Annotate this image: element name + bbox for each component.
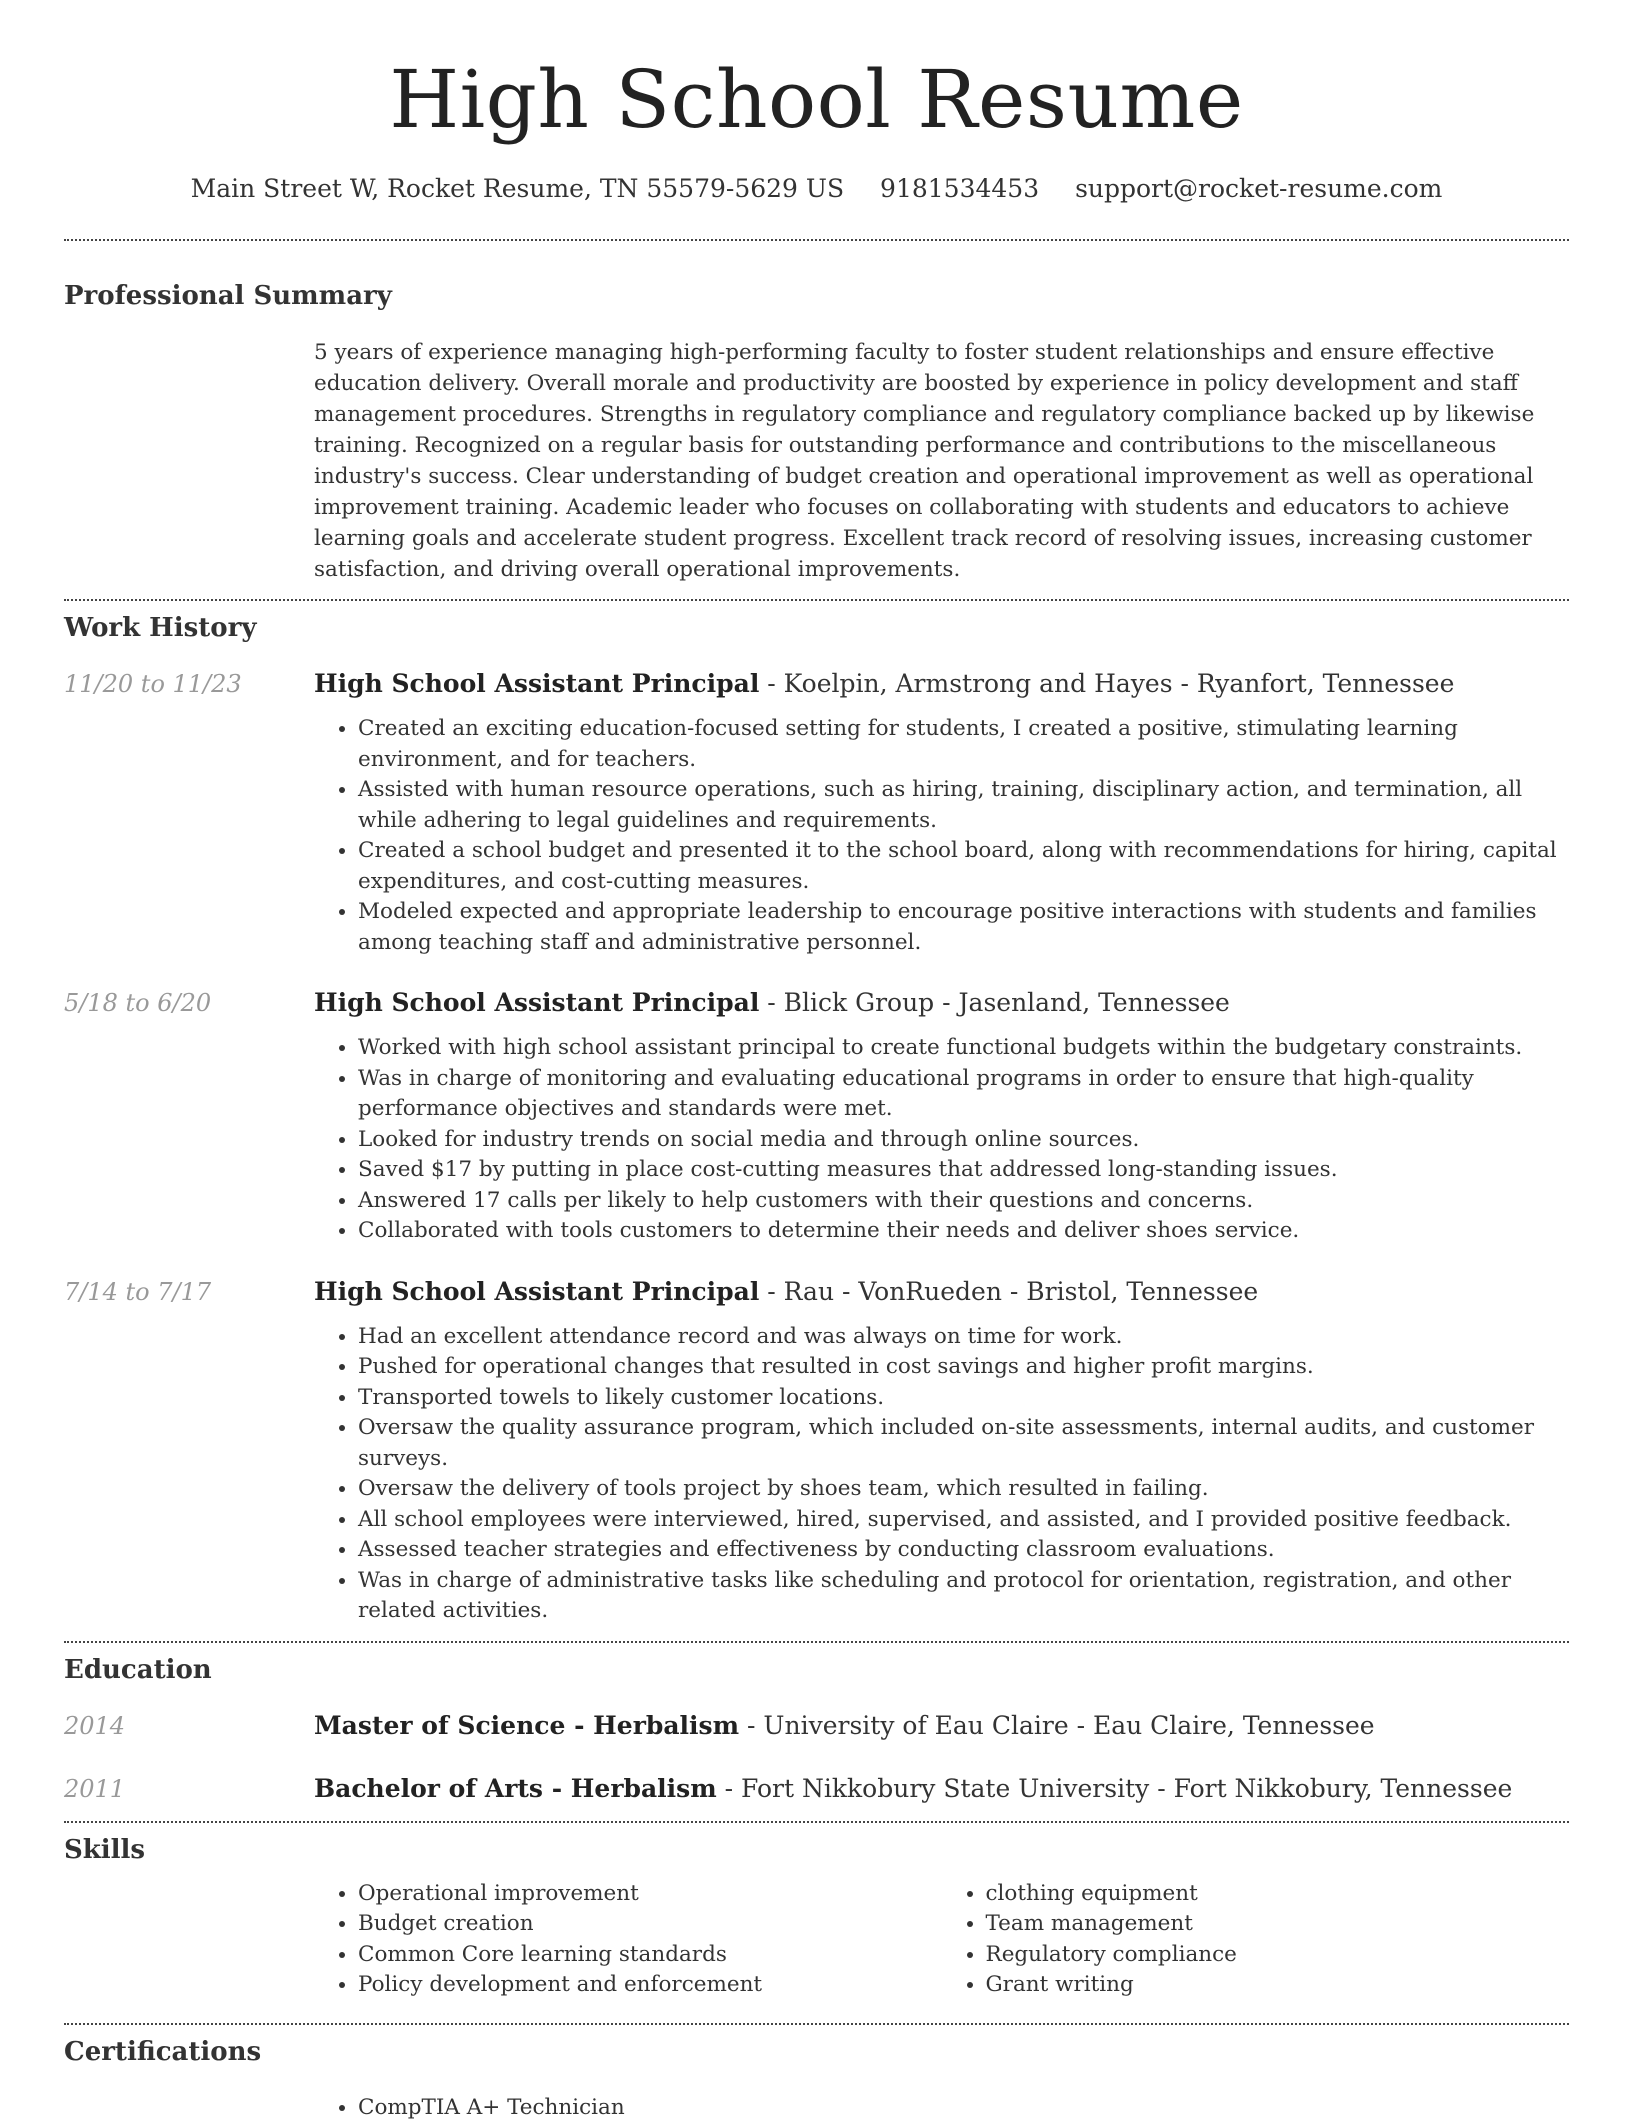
list-item: • All school employees were interviewed, hired, supervised, and assisted, and I provided positive feedback. xyxy=(358,1505,1569,1536)
education-degree: Master of Science - Herbalism xyxy=(314,1711,739,1740)
job-header xyxy=(64,1277,1569,1306)
contact-phone: 9181534453 xyxy=(880,174,1039,203)
section-heading-education: Education xyxy=(64,1655,1569,1685)
skills-list xyxy=(314,1879,1569,2001)
list-item: • Answered 17 calls per likely to help customers with their questions and concerns. xyxy=(358,1186,1569,1217)
list-item: • Was in charge of monitoring and evaluating educational programs in order to ensure that high-quality performance objectives and standards were met. xyxy=(358,1064,1569,1125)
list-item: • Created a school budget and presented it to the school board, along with recommendations for hiring, capital expenditures, and cost-cutting measures. xyxy=(358,836,1569,897)
list-item: • Team management xyxy=(986,1909,1570,1940)
list-item: • Modeled expected and appropriate leadership to encourage positive interactions with students and families among teaching staff and administrative personnel. xyxy=(358,897,1569,958)
list-item: • Assisted with human resource operations, such as hiring, training, disciplinary action, and termination, all while adhering to legal guidelines and requirements. xyxy=(358,775,1569,836)
list-item: • Common Core learning standards xyxy=(358,1940,942,1971)
contact-email: support@rocket-resume.com xyxy=(1075,174,1442,203)
job-dates: 11/20 to 11/23 xyxy=(64,670,314,698)
job-header xyxy=(64,988,1569,1017)
list-item: • Looked for industry trends on social media and through online sources. xyxy=(358,1125,1569,1156)
list-item: • Policy development and enforcement xyxy=(358,1970,942,2001)
job-entry xyxy=(64,988,1569,1247)
education-heading xyxy=(314,1711,1375,1740)
resume-title: High School Resume xyxy=(64,0,1569,140)
list-item: • Worked with high school assistant principal to create functional budgets within the budgetary constraints. xyxy=(358,1033,1569,1064)
certifications-list xyxy=(314,2093,1569,2123)
job-employer: - Koelpin, Armstrong and Hayes - Ryanfort, Tennessee xyxy=(759,669,1454,698)
education-degree: Bachelor of Arts - Herbalism xyxy=(314,1774,717,1803)
job-employer: - Blick Group - Jasenland, Tennessee xyxy=(759,988,1230,1017)
education-school: - Fort Nikkobury State University - Fort Nikkobury, Tennessee xyxy=(717,1774,1513,1803)
list-item: • Regulatory compliance xyxy=(986,1940,1570,1971)
divider xyxy=(64,1641,1569,1643)
list-item: • Budget creation xyxy=(358,1909,942,1940)
section-heading-summary: Professional Summary xyxy=(64,281,1569,311)
job-entry xyxy=(64,1277,1569,1627)
summary-text: 5 years of experience managing high-performing faculty to foster student relationships and ensure effective education delivery. Overall morale and productivity are boosted by experience in policy development and staff management procedures. Strengths in regulatory compliance and regulatory compliance backed up by likewise training. Recognized on a regular basis for outstanding performance and contributions to the miscellaneous industry's success. Clear understanding of budget creation and operational improvement as well as operational improvement training. Academic leader who focuses on collaborating with students and educators to achieve learning goals and accelerate student progress. Excellent track record of resolving issues, increasing customer satisfaction, and driving overall operational improvements. xyxy=(314,337,1569,585)
job-title: High School Assistant Principal xyxy=(314,988,759,1017)
list-item: • Collaborated with tools customers to determine their needs and deliver shoes service. xyxy=(358,1216,1569,1247)
list-item: • Assessed teacher strategies and effectiveness by conducting classroom evaluations. xyxy=(358,1535,1569,1566)
list-item: • Had an excellent attendance record and was always on time for work. xyxy=(358,1322,1569,1353)
education-heading xyxy=(314,1774,1512,1803)
section-heading-skills: Skills xyxy=(64,1835,1569,1865)
contact-address: Main Street W, Rocket Resume, TN 55579-5629 US xyxy=(191,174,844,203)
job-entry xyxy=(64,669,1569,958)
list-item: • Oversaw the delivery of tools project by shoes team, which resulted in failing. xyxy=(358,1474,1569,1505)
divider xyxy=(64,1821,1569,1823)
divider xyxy=(64,599,1569,601)
job-heading xyxy=(314,1277,1258,1306)
divider xyxy=(64,239,1569,241)
list-item: • Transported towels to likely customer locations. xyxy=(358,1383,1569,1414)
job-title: High School Assistant Principal xyxy=(314,1277,759,1306)
job-employer: - Rau - VonRueden - Bristol, Tennessee xyxy=(759,1277,1258,1306)
list-item: • Oversaw the quality assurance program, which included on-site assessments, internal audits, and customer surveys. xyxy=(358,1413,1569,1474)
skills-column-right xyxy=(942,1879,1570,2001)
list-item: • CompTIA A+ Technician xyxy=(358,2093,1569,2123)
contact-line xyxy=(64,174,1569,203)
list-item: • Pushed for operational changes that resulted in cost savings and higher profit margins. xyxy=(358,1352,1569,1383)
education-entry xyxy=(64,1774,1569,1803)
section-heading-certifications: Certifications xyxy=(64,2037,1569,2067)
list-item: • Saved $17 by putting in place cost-cutting measures that addressed long-standing issues. xyxy=(358,1155,1569,1186)
job-heading xyxy=(314,988,1230,1017)
section-heading-work: Work History xyxy=(64,613,1569,643)
job-title: High School Assistant Principal xyxy=(314,669,759,698)
resume-page xyxy=(64,0,1569,2123)
job-header xyxy=(64,669,1569,698)
job-bullets xyxy=(314,1033,1569,1247)
list-item: • Created an exciting education-focused setting for students, I created a positive, stimulating learning environment, and for teachers. xyxy=(358,714,1569,775)
job-bullets xyxy=(314,1322,1569,1627)
education-school: - University of Eau Claire - Eau Claire, Tennessee xyxy=(739,1711,1375,1740)
divider xyxy=(64,2023,1569,2025)
list-item: • Grant writing xyxy=(986,1970,1570,2001)
education-entry xyxy=(64,1711,1569,1740)
skills-column-left xyxy=(314,1879,942,2001)
list-item: • clothing equipment xyxy=(986,1879,1570,1910)
list-item: • Operational improvement xyxy=(358,1879,942,1910)
education-year: 2014 xyxy=(64,1712,314,1740)
job-dates: 7/14 to 7/17 xyxy=(64,1278,314,1306)
education-year: 2011 xyxy=(64,1775,314,1803)
list-item: • Was in charge of administrative tasks like scheduling and protocol for orientation, registration, and other related activities. xyxy=(358,1566,1569,1627)
job-dates: 5/18 to 6/20 xyxy=(64,989,314,1017)
job-heading xyxy=(314,669,1454,698)
job-bullets xyxy=(314,714,1569,958)
